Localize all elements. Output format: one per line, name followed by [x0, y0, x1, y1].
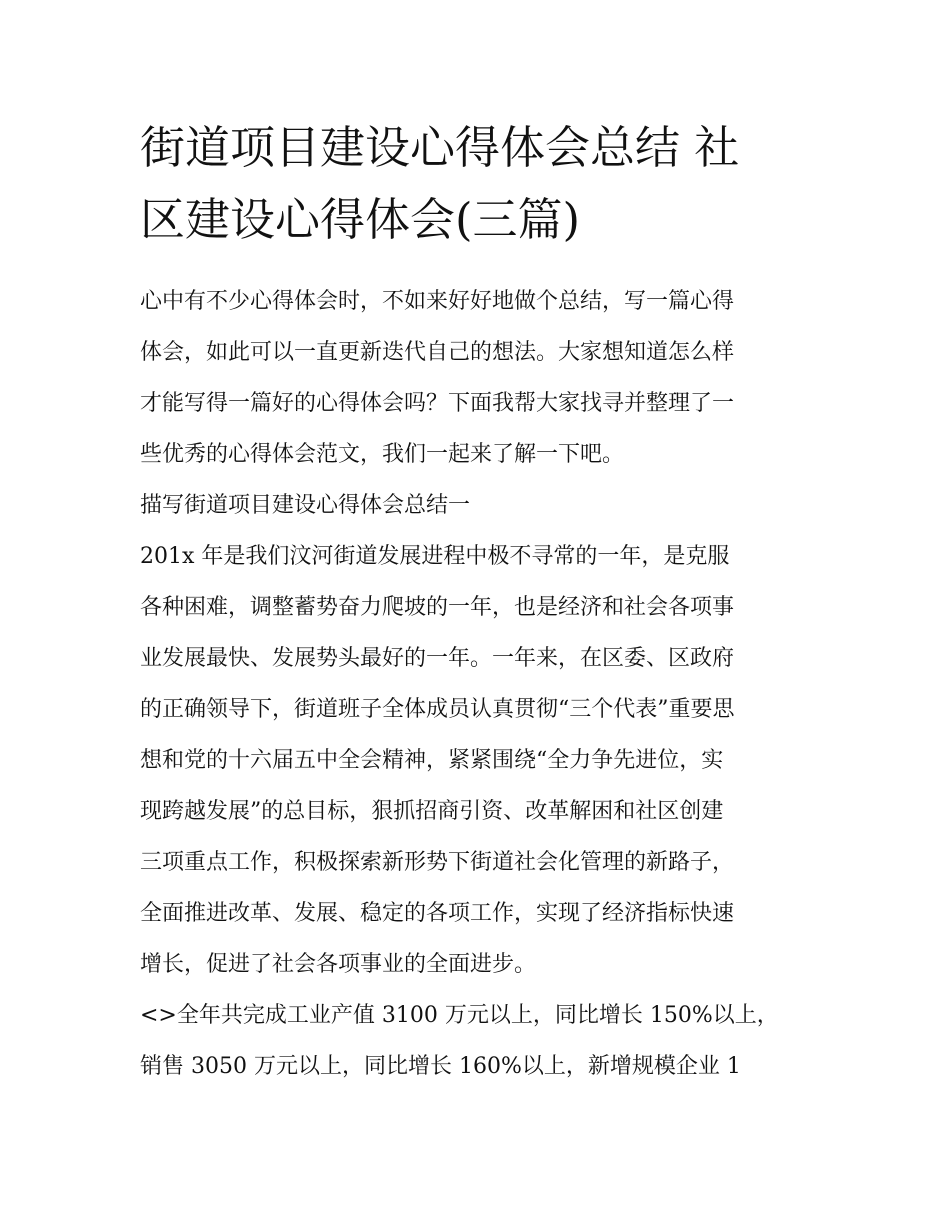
- text-line: 全面推进改革、发展、稳定的各项工作，实现了经济指标快速: [140, 901, 735, 926]
- text-line: 描写街道项目建设心得体会总结一: [140, 493, 471, 518]
- body-paragraph: [140, 990, 820, 1092]
- text-line: 才能写得一篇好的心得体会吗？下面我帮大家找寻并整理了一: [140, 391, 735, 416]
- text-line: <>全年共完成工业产值 3100 万元以上，同比增长 150%以上，: [140, 1003, 779, 1028]
- text-line: 业发展最快、发展势头最好的一年。一年来，在区委、区政府: [140, 646, 735, 671]
- text-line: 现跨越发展”的总目标，狠抓招商引资、改革解困和社区创建: [140, 799, 724, 824]
- text-line: 增长，促进了社会各项事业的全面进步。: [140, 952, 537, 977]
- intro-paragraph: [140, 276, 820, 480]
- document-body: [140, 276, 820, 1092]
- body-paragraph: [140, 531, 820, 990]
- document-title: [140, 112, 820, 256]
- title-line: 区建设心得体会(三篇): [140, 193, 581, 246]
- text-line: 销售 3050 万元以上，同比增长 160%以上，新增规模企业 1: [140, 1054, 741, 1079]
- section-heading: [140, 480, 820, 531]
- text-line: 三项重点工作，积极探索新形势下街道社会化管理的新路子，: [140, 850, 735, 875]
- text-line: 心中有不少心得体会时，不如来好好地做个总结，写一篇心得: [140, 289, 735, 314]
- text-line: 些优秀的心得体会范文，我们一起来了解一下吧。: [140, 442, 625, 467]
- text-line: 体会，如此可以一直更新迭代自己的想法。大家想知道怎么样: [140, 340, 735, 365]
- title-line: 街道项目建设心得体会总结 社: [140, 121, 740, 174]
- text-line: 的正确领导下，街道班子全体成员认真贯彻“三个代表”重要思: [140, 697, 735, 722]
- text-line: 各种困难，调整蓄势奋力爬坡的一年，也是经济和社会各项事: [140, 595, 735, 620]
- text-line: 想和党的十六届五中全会精神，紧紧围绕“全力争先进位，实: [140, 748, 724, 773]
- text-line: 201x 年是我们汶河街道发展进程中极不寻常的一年，是克服: [140, 544, 730, 569]
